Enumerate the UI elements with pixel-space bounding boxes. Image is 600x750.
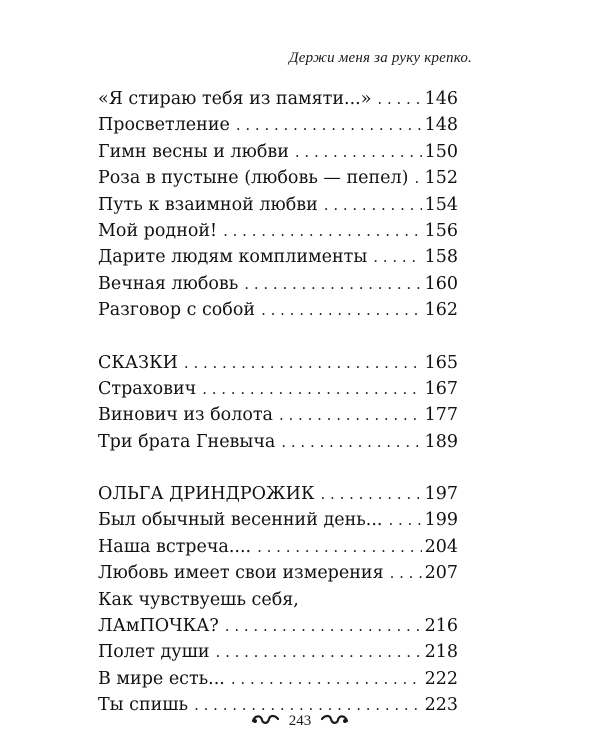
dot-leader (223, 218, 422, 244)
toc-entry[interactable] (98, 86, 458, 112)
toc-section-heading[interactable] (98, 481, 458, 507)
toc-entry-title: В мире есть... (98, 668, 225, 689)
dot-leader (257, 534, 421, 560)
toc-entry[interactable] (98, 297, 458, 323)
dot-leader (244, 271, 421, 297)
toc-entry[interactable] (98, 192, 458, 218)
toc-entry[interactable] (98, 218, 458, 244)
toc-entry[interactable] (98, 507, 458, 533)
toc-entry-page: 218 (424, 642, 458, 663)
toc-entry-title: Вечная любовь (98, 273, 239, 294)
toc-entry-page: 207 (424, 563, 458, 584)
toc-entry[interactable] (98, 244, 458, 270)
toc-section-tales (98, 350, 458, 456)
toc-entry-title: Винович из болота (98, 405, 273, 426)
running-head: Держи меня за руку крепко. (289, 50, 472, 66)
toc-entry-title: Ты спишь (98, 695, 189, 716)
dot-leader (279, 402, 422, 428)
section-gap (98, 324, 458, 350)
dot-leader (216, 639, 422, 665)
toc-entry-page: 189 (424, 431, 458, 452)
dot-leader (321, 481, 422, 507)
toc-entry-title: Гимн весны и любви (98, 141, 289, 162)
dot-leader (377, 86, 421, 112)
toc-entry-page: 199 (424, 510, 458, 531)
dot-leader (390, 560, 422, 586)
toc-entry[interactable] (98, 112, 458, 138)
toc-entry-title: Дарите людям комплименты (98, 247, 368, 268)
toc-entry-page: 222 (424, 668, 458, 689)
toc-entry-title: ЛАмПОЧКА? (98, 616, 219, 637)
toc-entry-first-line[interactable] (98, 587, 458, 613)
toc-entry-title: ОЛЬГА ДРИНДРОЖИК (98, 484, 315, 505)
toc-entry[interactable] (98, 666, 458, 692)
section-gap (98, 455, 458, 481)
toc-entry[interactable] (98, 139, 458, 165)
toc-entry-page: 160 (424, 273, 458, 294)
dot-leader (414, 165, 421, 191)
toc-entry-title: Любовь имеет свои измерения (98, 563, 384, 584)
dot-leader (184, 350, 422, 376)
toc-entry-title: Просветление (98, 115, 230, 136)
toc-entry-page: 154 (424, 194, 458, 215)
toc-section-heading[interactable] (98, 350, 458, 376)
dot-leader (373, 244, 421, 270)
toc-entry-title: Был обычный весенний день... (98, 510, 383, 531)
toc-entry-title: Путь к взаимной любви (98, 194, 318, 215)
toc-entry[interactable] (98, 376, 458, 402)
dot-leader (236, 112, 422, 138)
toc-entry-title: «Я стираю тебя из памяти...» (98, 89, 372, 109)
right-scroll-ornament-icon (319, 712, 349, 731)
toc-entry-page: 156 (424, 220, 458, 241)
toc-entry-title: СКАЗКИ (98, 352, 178, 373)
page-folio (0, 712, 600, 731)
toc-entry[interactable] (98, 429, 458, 455)
left-scroll-ornament-icon (251, 712, 281, 731)
toc-entry-page: 152 (424, 168, 458, 189)
table-of-contents (98, 86, 458, 719)
toc-entry-page: 197 (424, 484, 458, 505)
toc-entry-title: Три брата Гневыча (98, 431, 276, 452)
toc-entry[interactable] (98, 165, 458, 191)
toc-entry-title: Мой родной! (98, 220, 218, 241)
toc-entry-page: 216 (424, 616, 458, 637)
toc-section-poems (98, 86, 458, 324)
dot-leader (295, 139, 422, 165)
toc-entry[interactable] (98, 560, 458, 586)
toc-entry-page: 165 (424, 352, 458, 373)
dot-leader (281, 429, 421, 455)
toc-entry[interactable] (98, 534, 458, 560)
dot-leader (324, 192, 422, 218)
toc-entry-title: Страхович (98, 378, 197, 399)
toc-entry-title: Как чувствуешь себя, (98, 589, 299, 610)
toc-entry-page: 177 (424, 405, 458, 426)
toc-entry-title: Полет души (98, 642, 210, 663)
toc-entry-page: 223 (424, 695, 458, 716)
toc-entry-title: Разговор с собой (98, 300, 256, 321)
toc-entry-page: 150 (424, 141, 458, 162)
dot-leader (261, 297, 422, 323)
toc-entry[interactable] (98, 613, 458, 639)
toc-entry-page: 148 (424, 115, 458, 136)
dot-leader (225, 613, 422, 639)
toc-entry-title: Роза в пустыне (любовь — пепел) (98, 168, 409, 189)
dot-leader (231, 666, 422, 692)
toc-section-author (98, 481, 458, 719)
toc-entry[interactable] (98, 639, 458, 665)
toc-entry-page: 204 (424, 536, 458, 557)
toc-entry-page: 146 (424, 89, 458, 109)
dot-leader (202, 376, 421, 402)
dot-leader (388, 507, 421, 533)
page-number: 243 (288, 713, 312, 729)
toc-entry[interactable] (98, 402, 458, 428)
toc-entry-page: 162 (424, 300, 458, 321)
toc-entry[interactable] (98, 271, 458, 297)
toc-entry-page: 167 (424, 378, 458, 399)
toc-entry-page: 158 (424, 247, 458, 268)
toc-entry-title: Наша встреча.... (98, 536, 252, 557)
